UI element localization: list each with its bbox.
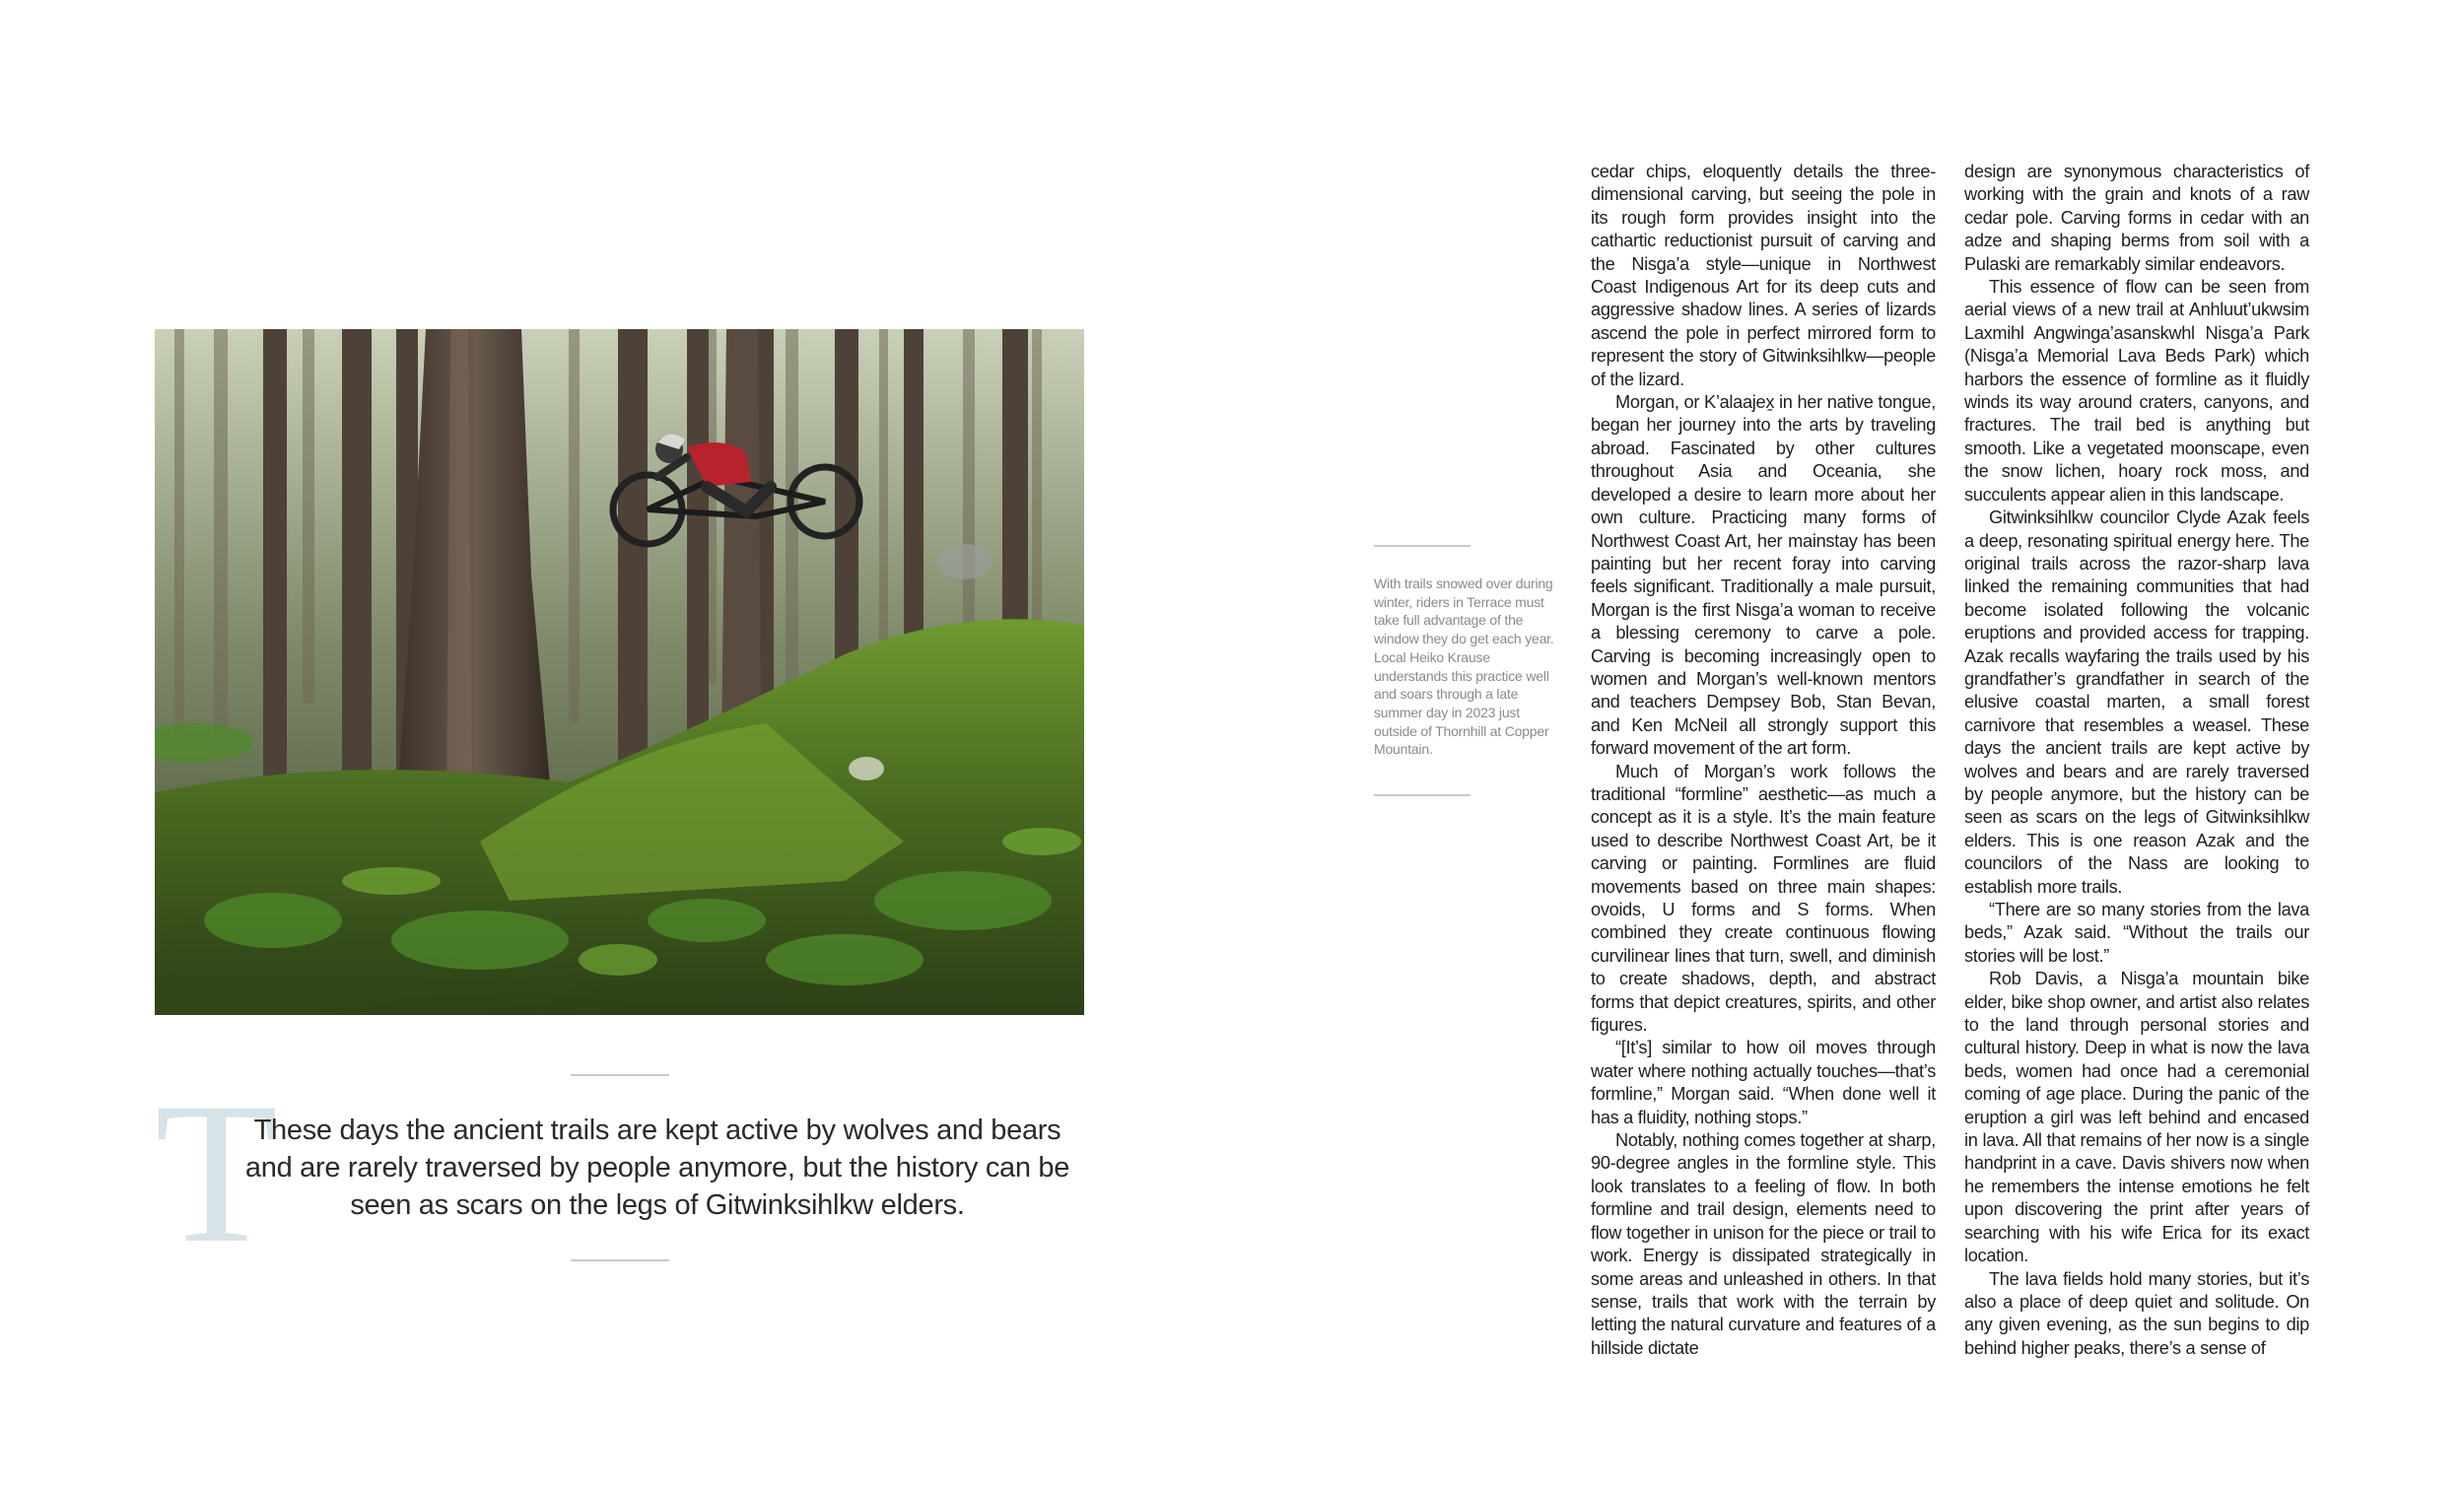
col2-paragraph: This essence of flow can be seen from aerial views of a new trail at Anhluut’ukwsim Laxmihl Angwinga’asanskwhl Nisga’a Park (Nisga’a Memorial Lava Beds Park) which harbors the essence of formline as it fluidly winds its way around craters, canyons, and fractures. The trail bed is anything but smooth. Like a vegetated moonscape, even the snow lichen, hoary rock moss, and succulents appear alien in this landscape. (1964, 277, 2309, 505)
col2-paragraph: Rob Davis, a Nisga’a mountain bike elder, bike shop owner, and artist also relates to the land through personal stories and cultural history. Deep in what is now the lava beds, women had once had a ceremonial coming of age place. During the panic of the eruption a girl was left behind and encased in lava. All that remains of her now is a single handprint in a cave. Davis shivers now when he remembers the intense emotions he felt upon discovering the print after years of searching with his wife Erica for its exact location. (1964, 969, 2309, 1266)
forest-bike-photo (155, 329, 1084, 1015)
pull-quote-top-rule (571, 1074, 669, 1076)
col2-paragraph: The lava fields hold many stories, but it’s also a place of deep quiet and solitude. On any given evening, as the sun begins to dip behind higher peaks, there’s a sense of (1964, 1268, 2309, 1358)
col2-paragraph: Gitwinksihlkw councilor Clyde Azak feels a deep, resonating spiritual energy here. The original trails across the razor-sharp lava linked the remaining communities that had become isolated following the volcanic eruptions and provided access for trapping. Azak recalls wayfaring the trails used by his grandfather’s grandfather in search of the elusive coastal marten, a small forest carnivore that resembles a weasel. These days the ancient trails are kept active by wolves and bears and are rarely traversed by people anymore, but the history can be seen as scars on the legs of Gitwinksihlkw elders. This is one reason Azak and the councilors of the Nass are looking to establish more trails. (1964, 507, 2309, 897)
article-column-1 (1591, 161, 1936, 1360)
col1-paragraph: “[It’s] similar to how oil moves through water where nothing actually touches—that’s formline,” Morgan said. “When done well it has a fluidity, nothing stops.” (1591, 1038, 1936, 1127)
pull-quote-text: These days the ancient trails are kept active by wolves and bears and are rarely traversed by people anymore, but the history can be seen as scars on the legs of Gitwinksihlkw elders. (244, 1115, 1070, 1221)
col1-paragraph: cedar chips, eloquently details the three-dimensional carving, but seeing the pole in its rough form provides insight into the cathartic reductionist pursuit of carving and the Nisga’a style—unique in Northwest Coast Indigenous Art for its deep cuts and aggressive shadow lines. A series of lizards ascend the pole in perfect mirrored form to represent the story of Gitwinksihlkw—people of the lizard. (1591, 162, 1936, 389)
photo-caption: With trails snowed over during winter, riders in Terrace must take full advantage of the window they do get each year. Local Heiko Krause understands this practice well and soars through a late summer day in 2023 just outside of Thornhill at Copper Mountain. (1374, 575, 1554, 758)
pull-quote-bottom-rule (571, 1259, 669, 1261)
pull-quote-block (155, 1061, 1084, 1285)
col2-paragraph: “There are so many stories from the lava beds,” Azak said. “Without the trails our stories will be lost.” (1964, 900, 2309, 966)
article-column-2 (1964, 161, 2309, 1360)
pull-quote-drop-letter: T (155, 1061, 279, 1285)
col1-paragraph: Morgan, or K’alaajex̱ in her native tongue, began her journey into the arts by traveling abroad. Fascinated by other cultures throughout Asia and Oceania, she developed a desire to learn more about her own culture. Practicing many forms of Northwest Coast Art, her mainstay has been painting but her recent foray into carving feels significant. Traditionally a male pursuit, Morgan is the first Nisga’a woman to receive a blessing ceremony to carve a pole. Carving is becoming increasingly open to women and Morgan’s well-known mentors and teachers Dempsey Bob, Stan Bevan, and Ken McNeil all strongly support this forward movement of the art form. (1591, 392, 1936, 759)
col2-paragraph: design are synonymous characteristics of working with the grain and knots of a raw cedar pole. Carving forms in cedar with an adze and shaping berms from soil with a Pulaski are remarkably similar endeavors. (1964, 162, 2309, 274)
caption-bottom-rule (1374, 794, 1471, 796)
caption-top-rule (1374, 545, 1471, 547)
col1-paragraph: Much of Morgan’s work follows the traditional “formline” aesthetic—as much a concept as it is a style. It’s the main feature used to describe Northwest Coast Art, be it carving or painting. Formlines are fluid movements based on three main shapes: ovoids, U forms and S forms. When combined they create continuous flowing curvilinear lines that turn, swell, and diminish to create shadows, depth, and abstract forms that depict creatures, spirits, and other figures. (1591, 761, 1936, 1036)
forest-mountain-bike-photo-icon (155, 329, 1084, 1015)
col1-paragraph: Notably, nothing comes together at sharp, 90-degree angles in the formline style. This look translates to a feeling of flow. In both formline and trail design, elements need to flow together in unison for the piece or trail to work. Energy is dissipated strategically in some areas and unleashed in others. In that sense, trails that work with the terrain by letting the natural curvature and features of a hillside dictate (1591, 1130, 1936, 1358)
photo-caption-block (1374, 545, 1561, 788)
